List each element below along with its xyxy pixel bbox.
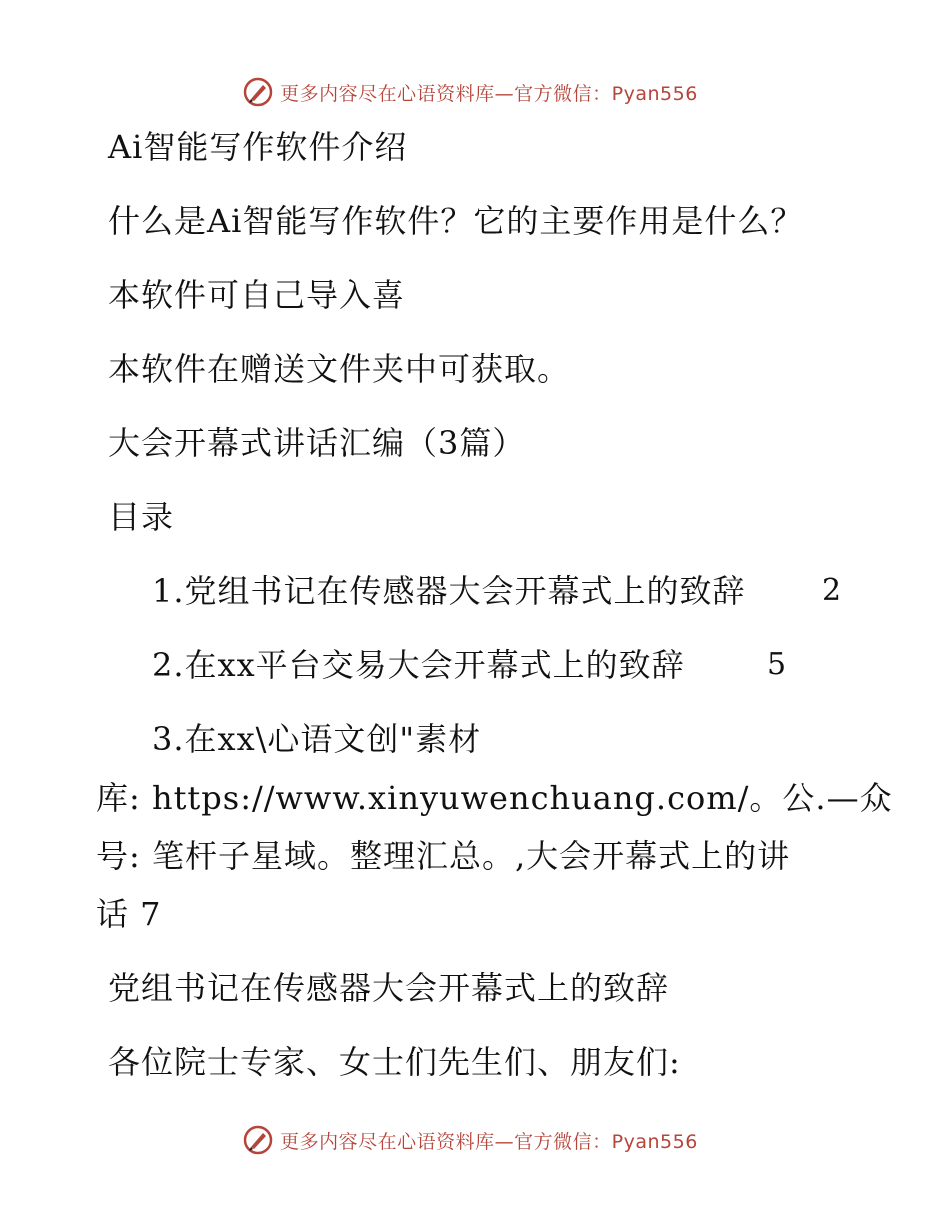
intro-question: 什么是Ai智能写作软件？它的主要作用是什么？: [108, 202, 804, 240]
toc-item-3-line-2[interactable]: 库: https://www.xinyuwenchuang.com/。公.—众: [96, 779, 893, 817]
toc-heading: 目录: [108, 498, 175, 536]
pen-logo-icon: [242, 1124, 274, 1156]
toc-item-3-line-1[interactable]: 3.在xx\心语文创"素材: [152, 720, 482, 758]
import-note: 本软件可自己导入喜: [108, 276, 406, 314]
banner-text: 更多内容尽在心语资料库—官方微信：Pyan556: [280, 1130, 698, 1153]
banner-text: 更多内容尽在心语资料库—官方微信：Pyan556: [280, 82, 698, 105]
speech-greeting: 各位院士专家、女士们先生们、朋友们:: [108, 1043, 681, 1081]
toc-item-1-page: 2: [822, 573, 842, 608]
get-note: 本软件在赠送文件夹中可获取。: [108, 350, 571, 388]
pen-logo-icon: [242, 76, 274, 108]
document-title: 大会开幕式讲话汇编（3篇）: [108, 424, 526, 462]
intro-title: Ai智能写作软件介绍: [108, 128, 408, 166]
toc-item-1[interactable]: 1.党组书记在传感器大会开幕式上的致辞: [152, 572, 746, 610]
toc-item-3-line-3[interactable]: 号: 笔杆子星域。整理汇总。,大会开幕式上的讲: [96, 837, 791, 875]
toc-item-2-page: 5: [767, 647, 787, 682]
header-banner: [0, 72, 950, 112]
speech-title: 党组书记在传感器大会开幕式上的致辞: [108, 969, 670, 1007]
toc-item-3-line-4[interactable]: 话 7: [96, 895, 162, 933]
footer-banner: [0, 1120, 950, 1160]
toc-item-2[interactable]: 2.在xx平台交易大会开幕式上的致辞: [152, 646, 685, 684]
